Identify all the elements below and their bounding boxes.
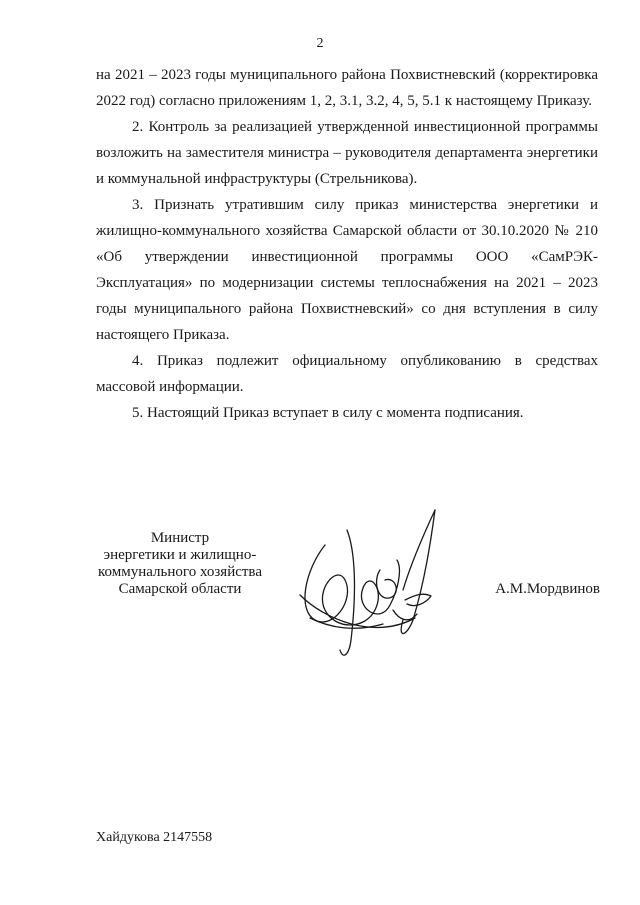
handwritten-signature	[285, 500, 460, 670]
signatory-position	[80, 530, 280, 598]
signatory-name: А.М.Мордвинов	[495, 581, 600, 597]
position-line: коммунального хозяйства	[98, 564, 262, 580]
executor-note: Хайдукова 2147558	[96, 830, 213, 845]
page-number: 2	[316, 36, 324, 51]
position-line: Министр	[150, 530, 210, 546]
signature-block	[80, 520, 600, 700]
paragraph-continuation: на 2021 – 2023 годы муниципального района Похвистневский (корректировка 2022 год) согласно приложениям 1, 2, 3.1, 3.2, 4, 5, 5.1 к настоящему Приказу.	[96, 67, 598, 109]
paragraph-item-2: 2. Контроль за реализацией утвержденной инвестиционной программы возложить на заместителя министра – руководителя департамента энергетики и коммунальной инфраструктуры (Стрельникова).	[96, 119, 598, 187]
document-body	[96, 62, 598, 426]
paragraph-item-5: 5. Настоящий Приказ вступает в силу с момента подписания.	[132, 405, 524, 421]
position-line: энергетики и жилищно-	[103, 547, 257, 563]
position-line: Самарской области	[118, 581, 242, 597]
paragraph-item-3: 3. Признать утратившим силу приказ министерства энергетики и жилищно-коммунального хозяйства Самарской области от 30.10.2020 № 210 «Об утверждении инвестиционной программы ООО «СамРЭК-Эксплуатация» по модернизации системы теплоснабжения на 2021 – 2023 годы муниципального района Похвистневский» со дня вступления в силу настоящего Приказа.	[96, 197, 598, 343]
paragraph-item-4: 4. Приказ подлежит официальному опубликованию в средствах массовой информации.	[96, 353, 598, 395]
